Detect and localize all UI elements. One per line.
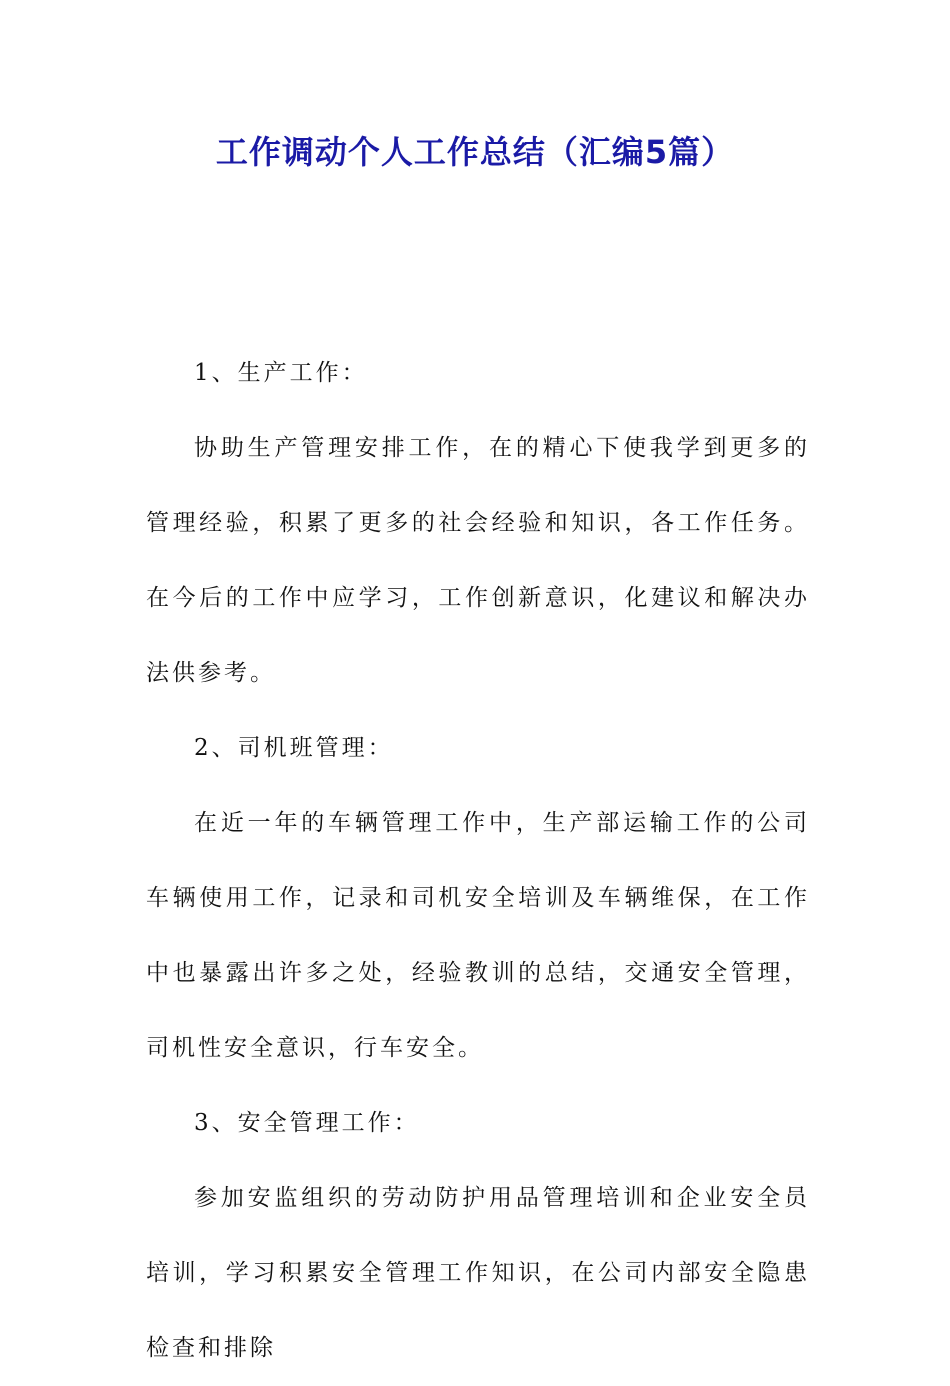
section-heading-driver-team: 2、司机班管理： bbox=[194, 735, 394, 761]
paragraph-safety: 参加安监组织的劳动防护用品管理培训和企业安全员培训，学习积累安全管理工作知识，在公司内部安全隐患检查和排除 bbox=[146, 1185, 810, 1361]
section-heading-safety: 3、安全管理工作： bbox=[194, 1110, 420, 1136]
document-title: 工作调动个人工作总结（汇编5篇） bbox=[215, 133, 735, 171]
paragraph-driver-team: 在近一年的车辆管理工作中，生产部运输工作的公司车辆使用工作，记录和司机安全培训及车辆维保，在工作中也暴露出许多之处，经验教训的总结，交通安全管理，司机性安全意识，行车安全。 bbox=[146, 810, 810, 1061]
document-body bbox=[146, 336, 810, 1386]
paragraph-production: 协助生产管理安排工作，在的精心下使我学到更多的管理经验，积累了更多的社会经验和知识，各工作任务。在今后的工作中应学习，工作创新意识，化建议和解决办法供参考。 bbox=[146, 435, 810, 686]
section-heading-production: 1、生产工作： bbox=[194, 360, 368, 386]
